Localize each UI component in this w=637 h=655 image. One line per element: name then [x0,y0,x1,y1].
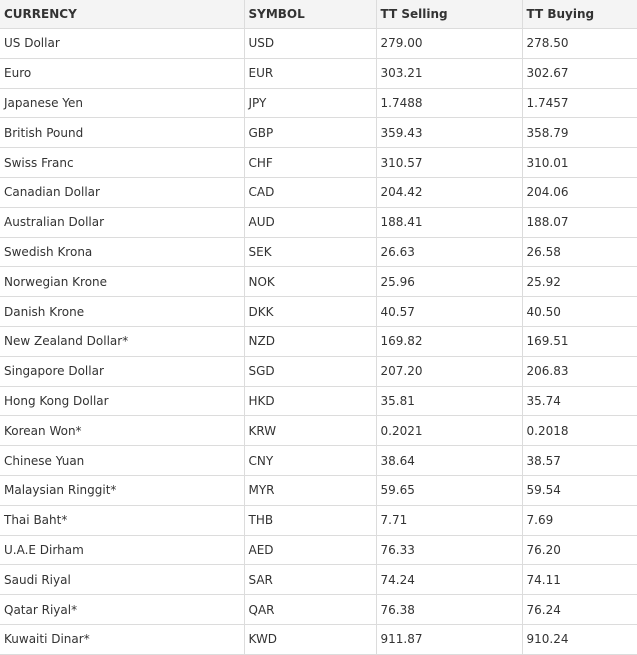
table-row [0,148,637,178]
currency-name-cell: Thai Baht* [0,505,244,535]
symbol-cell: AED [244,535,376,565]
tt-buying-cell: 74.11 [522,565,637,595]
symbol-cell: HKD [244,386,376,416]
currency-name-cell: Kuwaiti Dinar* [0,624,244,654]
symbol-cell: SAR [244,565,376,595]
table-body [0,29,637,655]
tt-buying-cell: 76.24 [522,595,637,625]
table-row [0,237,637,267]
tt-buying-cell: 7.69 [522,505,637,535]
table-row [0,29,637,59]
header-tt-buying: TT Buying [522,0,637,29]
table-row [0,267,637,297]
tt-buying-cell: 76.20 [522,535,637,565]
symbol-cell: AUD [244,207,376,237]
tt-buying-cell: 204.06 [522,177,637,207]
tt-selling-cell: 7.71 [376,505,522,535]
currency-name-cell: Swiss Franc [0,148,244,178]
header-currency: CURRENCY [0,0,244,29]
table-row [0,624,637,654]
currency-name-cell: Norwegian Krone [0,267,244,297]
symbol-cell: SGD [244,356,376,386]
header-tt-selling: TT Selling [376,0,522,29]
table-row [0,535,637,565]
tt-selling-cell: 76.38 [376,595,522,625]
symbol-cell: GBP [244,118,376,148]
symbol-cell: EUR [244,58,376,88]
tt-selling-cell: 59.65 [376,475,522,505]
tt-buying-cell: 40.50 [522,297,637,327]
currency-name-cell: British Pound [0,118,244,148]
tt-buying-cell: 25.92 [522,267,637,297]
table-row [0,386,637,416]
tt-buying-cell: 38.57 [522,446,637,476]
tt-buying-cell: 169.51 [522,326,637,356]
symbol-cell: CHF [244,148,376,178]
tt-buying-cell: 35.74 [522,386,637,416]
table-row [0,505,637,535]
tt-buying-cell: 0.2018 [522,416,637,446]
currency-name-cell: Swedish Krona [0,237,244,267]
currency-name-cell: Hong Kong Dollar [0,386,244,416]
currency-name-cell: Danish Krone [0,297,244,327]
tt-selling-cell: 35.81 [376,386,522,416]
symbol-cell: NZD [244,326,376,356]
header-row [0,0,637,29]
table-row [0,356,637,386]
currency-name-cell: Australian Dollar [0,207,244,237]
currency-name-cell: U.A.E Dirham [0,535,244,565]
tt-selling-cell: 40.57 [376,297,522,327]
table-row [0,595,637,625]
table-row [0,475,637,505]
symbol-cell: KWD [244,624,376,654]
symbol-cell: SEK [244,237,376,267]
symbol-cell: CNY [244,446,376,476]
tt-buying-cell: 188.07 [522,207,637,237]
currency-name-cell: Malaysian Ringgit* [0,475,244,505]
table-row [0,326,637,356]
table-row [0,565,637,595]
tt-selling-cell: 25.96 [376,267,522,297]
table-row [0,177,637,207]
table-row [0,88,637,118]
tt-buying-cell: 26.58 [522,237,637,267]
tt-selling-cell: 26.63 [376,237,522,267]
table-row [0,118,637,148]
currency-name-cell: Singapore Dollar [0,356,244,386]
tt-buying-cell: 278.50 [522,29,637,59]
tt-buying-cell: 310.01 [522,148,637,178]
tt-selling-cell: 188.41 [376,207,522,237]
currency-name-cell: Chinese Yuan [0,446,244,476]
tt-selling-cell: 76.33 [376,535,522,565]
currency-name-cell: Korean Won* [0,416,244,446]
currency-name-cell: Euro [0,58,244,88]
symbol-cell: USD [244,29,376,59]
tt-buying-cell: 302.67 [522,58,637,88]
table-row [0,207,637,237]
table-row [0,58,637,88]
tt-buying-cell: 358.79 [522,118,637,148]
tt-buying-cell: 1.7457 [522,88,637,118]
symbol-cell: QAR [244,595,376,625]
header-symbol: SYMBOL [244,0,376,29]
tt-selling-cell: 204.42 [376,177,522,207]
tt-selling-cell: 38.64 [376,446,522,476]
symbol-cell: DKK [244,297,376,327]
tt-selling-cell: 279.00 [376,29,522,59]
tt-buying-cell: 206.83 [522,356,637,386]
tt-selling-cell: 169.82 [376,326,522,356]
currency-name-cell: Canadian Dollar [0,177,244,207]
tt-selling-cell: 0.2021 [376,416,522,446]
tt-selling-cell: 1.7488 [376,88,522,118]
tt-selling-cell: 207.20 [376,356,522,386]
tt-buying-cell: 59.54 [522,475,637,505]
currency-name-cell: US Dollar [0,29,244,59]
symbol-cell: NOK [244,267,376,297]
tt-selling-cell: 74.24 [376,565,522,595]
table-row [0,446,637,476]
symbol-cell: CAD [244,177,376,207]
currency-name-cell: New Zealand Dollar* [0,326,244,356]
currency-name-cell: Japanese Yen [0,88,244,118]
currency-name-cell: Qatar Riyal* [0,595,244,625]
table-row [0,416,637,446]
symbol-cell: JPY [244,88,376,118]
symbol-cell: THB [244,505,376,535]
tt-selling-cell: 911.87 [376,624,522,654]
table-header [0,0,637,29]
symbol-cell: MYR [244,475,376,505]
currency-name-cell: Saudi Riyal [0,565,244,595]
tt-selling-cell: 303.21 [376,58,522,88]
symbol-cell: KRW [244,416,376,446]
table-row [0,297,637,327]
tt-selling-cell: 359.43 [376,118,522,148]
tt-selling-cell: 310.57 [376,148,522,178]
tt-buying-cell: 910.24 [522,624,637,654]
